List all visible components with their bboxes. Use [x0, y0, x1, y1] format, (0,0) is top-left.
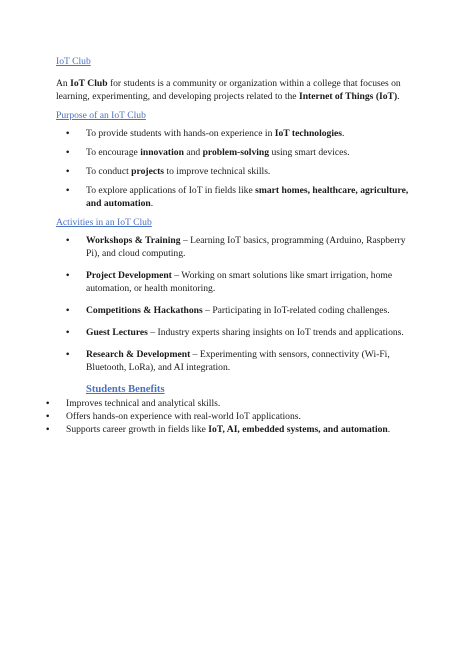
- list-item: • Workshops & Training – Learning IoT basics, programming (Arduino, Raspberry Pi), and cloud computing.: [66, 235, 406, 259]
- bullet-icon: •: [66, 270, 70, 281]
- bullet-icon: •: [66, 327, 70, 338]
- benefits-list: [36, 397, 416, 436]
- bullet-icon: •: [46, 424, 50, 435]
- list-item: • To explore applications of IoT in fields like smart homes, healthcare, agriculture, and automation.: [66, 185, 409, 209]
- bullet-icon: •: [66, 349, 70, 360]
- list-item: • Supports career growth in fields like IoT, AI, embedded systems, and automation.: [46, 424, 391, 435]
- bullet-icon: •: [66, 235, 70, 246]
- list-item: • To encourage innovation and problem-solving using smart devices.: [66, 147, 350, 158]
- intro-paragraph: [56, 77, 416, 103]
- bullet-icon: •: [66, 147, 70, 158]
- list-item: • Research & Development – Experimenting with sensors, connectivity (Wi-Fi, Bluetooth, LoRa), and AI integration.: [66, 349, 390, 373]
- benefits-heading: Students Benefits: [86, 384, 165, 395]
- list-item: • Offers hands-on experience with real-world IoT applications.: [46, 411, 301, 422]
- activities-heading: Activities in an IoT Club: [56, 217, 152, 228]
- list-item: • Improves technical and analytical skills.: [46, 398, 221, 409]
- purpose-list: [56, 127, 416, 210]
- purpose-heading: Purpose of an IoT Club: [56, 110, 146, 121]
- list-item: • Competitions & Hackathons – Participating in IoT-related coding challenges.: [66, 305, 390, 316]
- bullet-icon: •: [66, 305, 70, 316]
- bullet-icon: •: [66, 166, 70, 177]
- list-item: • Guest Lectures – Industry experts sharing insights on IoT trends and applications.: [66, 327, 404, 338]
- bullet-icon: •: [66, 128, 70, 139]
- bullet-icon: •: [66, 185, 70, 196]
- intro-bold-1: IoT Club: [70, 78, 108, 89]
- intro-bold-2: Internet of Things (IoT): [298, 91, 398, 102]
- document-body: [46, 55, 416, 436]
- intro-text-2: for students is a community or organization within a college that focuses on learning, experimenting, and developing projects related to the: [56, 78, 401, 102]
- intro-text-3: .: [397, 91, 400, 102]
- bullet-icon: •: [46, 411, 50, 422]
- list-item: • To conduct projects to improve technical skills.: [66, 166, 271, 177]
- list-item: • Project Development – Working on smart solutions like smart irrigation, home automation, or health monitoring.: [66, 270, 393, 294]
- bullet-icon: •: [46, 398, 50, 409]
- intro-text-1: An: [56, 78, 71, 89]
- page-title: IoT Club: [56, 56, 91, 67]
- list-item: • To provide students with hands-on experience in IoT technologies.: [66, 128, 345, 139]
- activities-list: [56, 234, 416, 374]
